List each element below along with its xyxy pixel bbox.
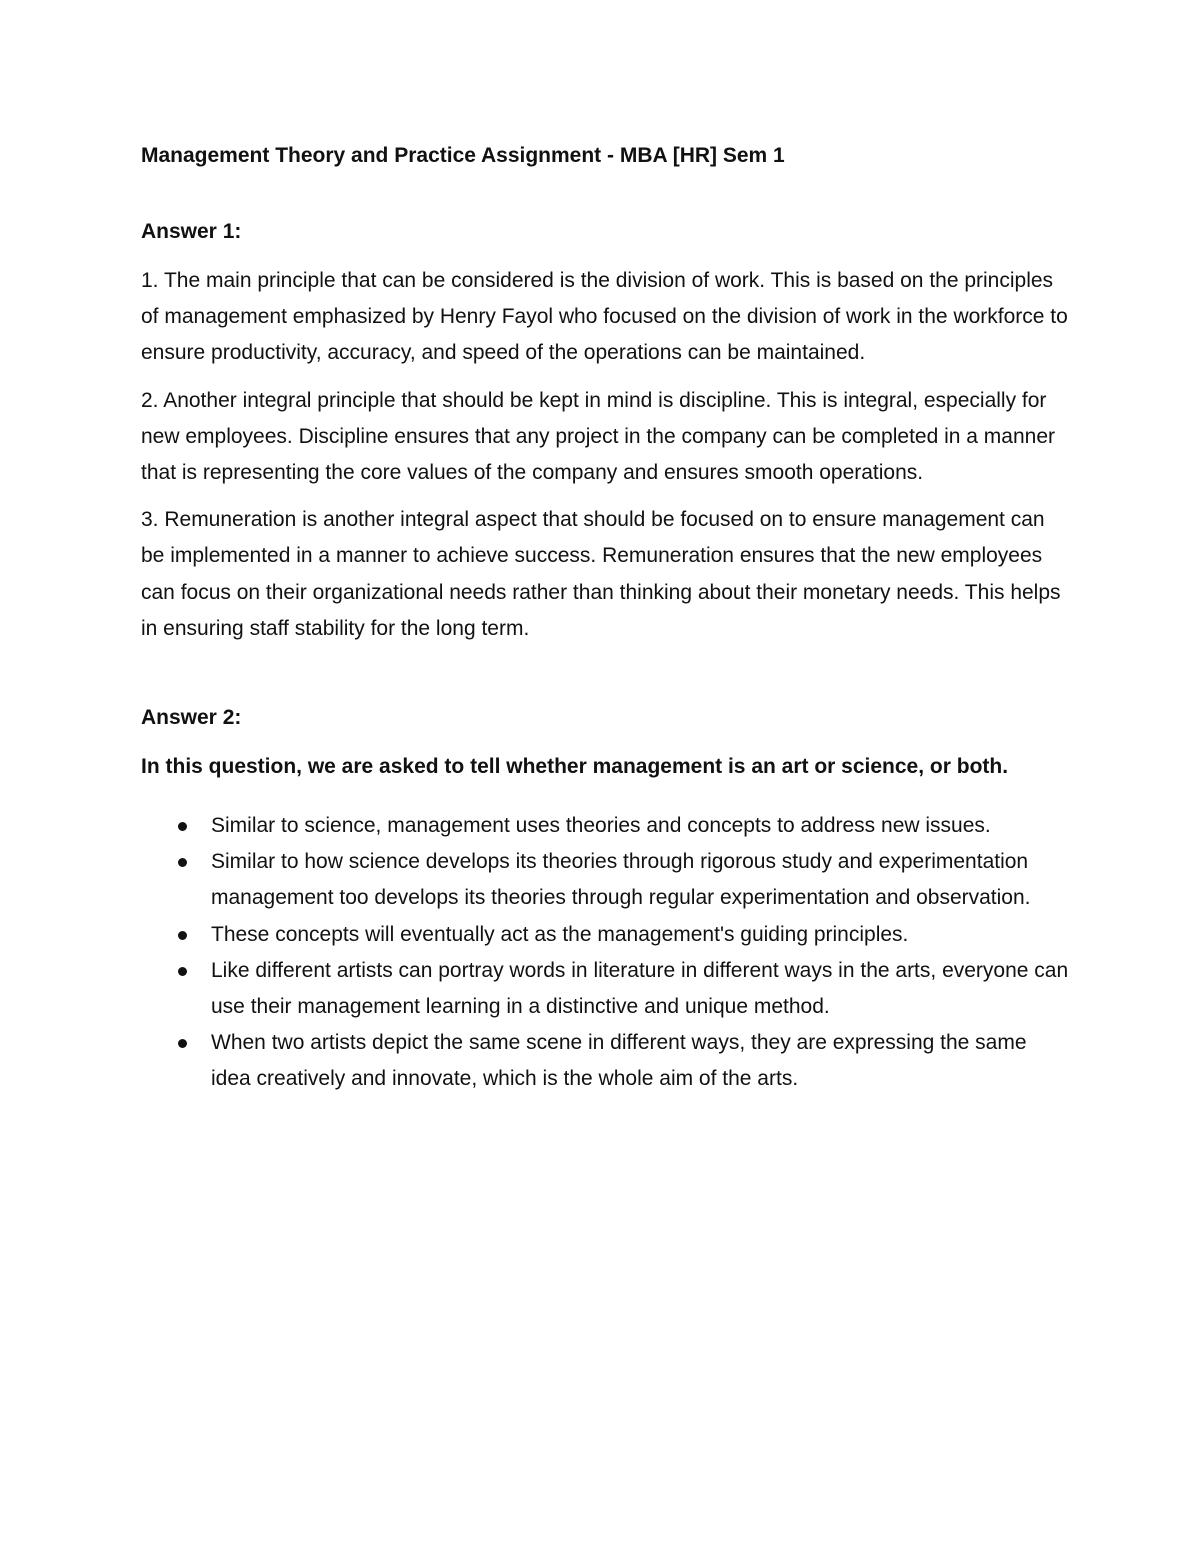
list-item — [211, 808, 1071, 844]
list-item — [211, 1025, 1071, 1097]
answer-2-heading: Answer 2: — [141, 706, 242, 730]
answer-1-heading: Answer 1: — [141, 220, 242, 243]
bullet-icon — [178, 822, 187, 831]
list-item-text: Similar to how science develops its theories through rigorous study and experimentation management too develops its theories through regular experimentation and observation. — [211, 850, 1031, 910]
bullet-icon — [178, 967, 187, 976]
document-body — [141, 138, 1071, 1098]
list-item — [211, 917, 1071, 953]
answer-1-section — [141, 214, 1071, 647]
list-item — [211, 844, 1071, 916]
section-spacer — [141, 658, 1071, 700]
document-title: Management Theory and Practice Assignment - MBA [HR] Sem 1 — [141, 144, 785, 167]
answer-1-paragraph-2: 2. Another integral principle that should be kept in mind is discipline. This is integral, especially for new employees. Discipline ensures that any project in the company can be completed in a manner that is representing the core values of the company and ensures smooth operations. — [141, 388, 1056, 485]
list-item-text: When two artists depict the same scene in different ways, they are expressing the same idea creatively and innovate, which is the whole aim of the arts. — [211, 1031, 1027, 1091]
answer-1-paragraph-3: 3. Remuneration is another integral aspect that should be focused on to ensure management can be implemented in a manner to achieve success. Remuneration ensures that the new employees can focus on their organizational needs rather than thinking about their monetary needs. This helps in ensuring staff stability for the long term. — [141, 508, 1061, 640]
bullet-icon — [178, 858, 187, 867]
answer-2-section — [141, 700, 1071, 1098]
bullet-icon — [178, 1039, 187, 1048]
answer-2-bullet-list — [141, 808, 1071, 1098]
list-item-text: Similar to science, management uses theories and concepts to address new issues. — [211, 814, 991, 838]
list-item-text: These concepts will eventually act as the management's guiding principles. — [211, 922, 909, 946]
list-item — [211, 953, 1071, 1025]
answer-1-paragraph-1: 1. The main principle that can be considered is the division of work. This is based on the principles of management emphasized by Henry Fayol who focused on the division of work in the workforce to ensure productivity, accuracy, and speed of the operations can be maintained. — [141, 269, 1068, 365]
answer-2-question: In this question, we are asked to tell whether management is an art or science, or both. — [141, 755, 1009, 779]
bullet-icon — [178, 931, 187, 940]
list-item-text: Like different artists can portray words in literature in different ways in the arts, everyone can use their management learning in a distinctive and unique method. — [211, 958, 1069, 1019]
